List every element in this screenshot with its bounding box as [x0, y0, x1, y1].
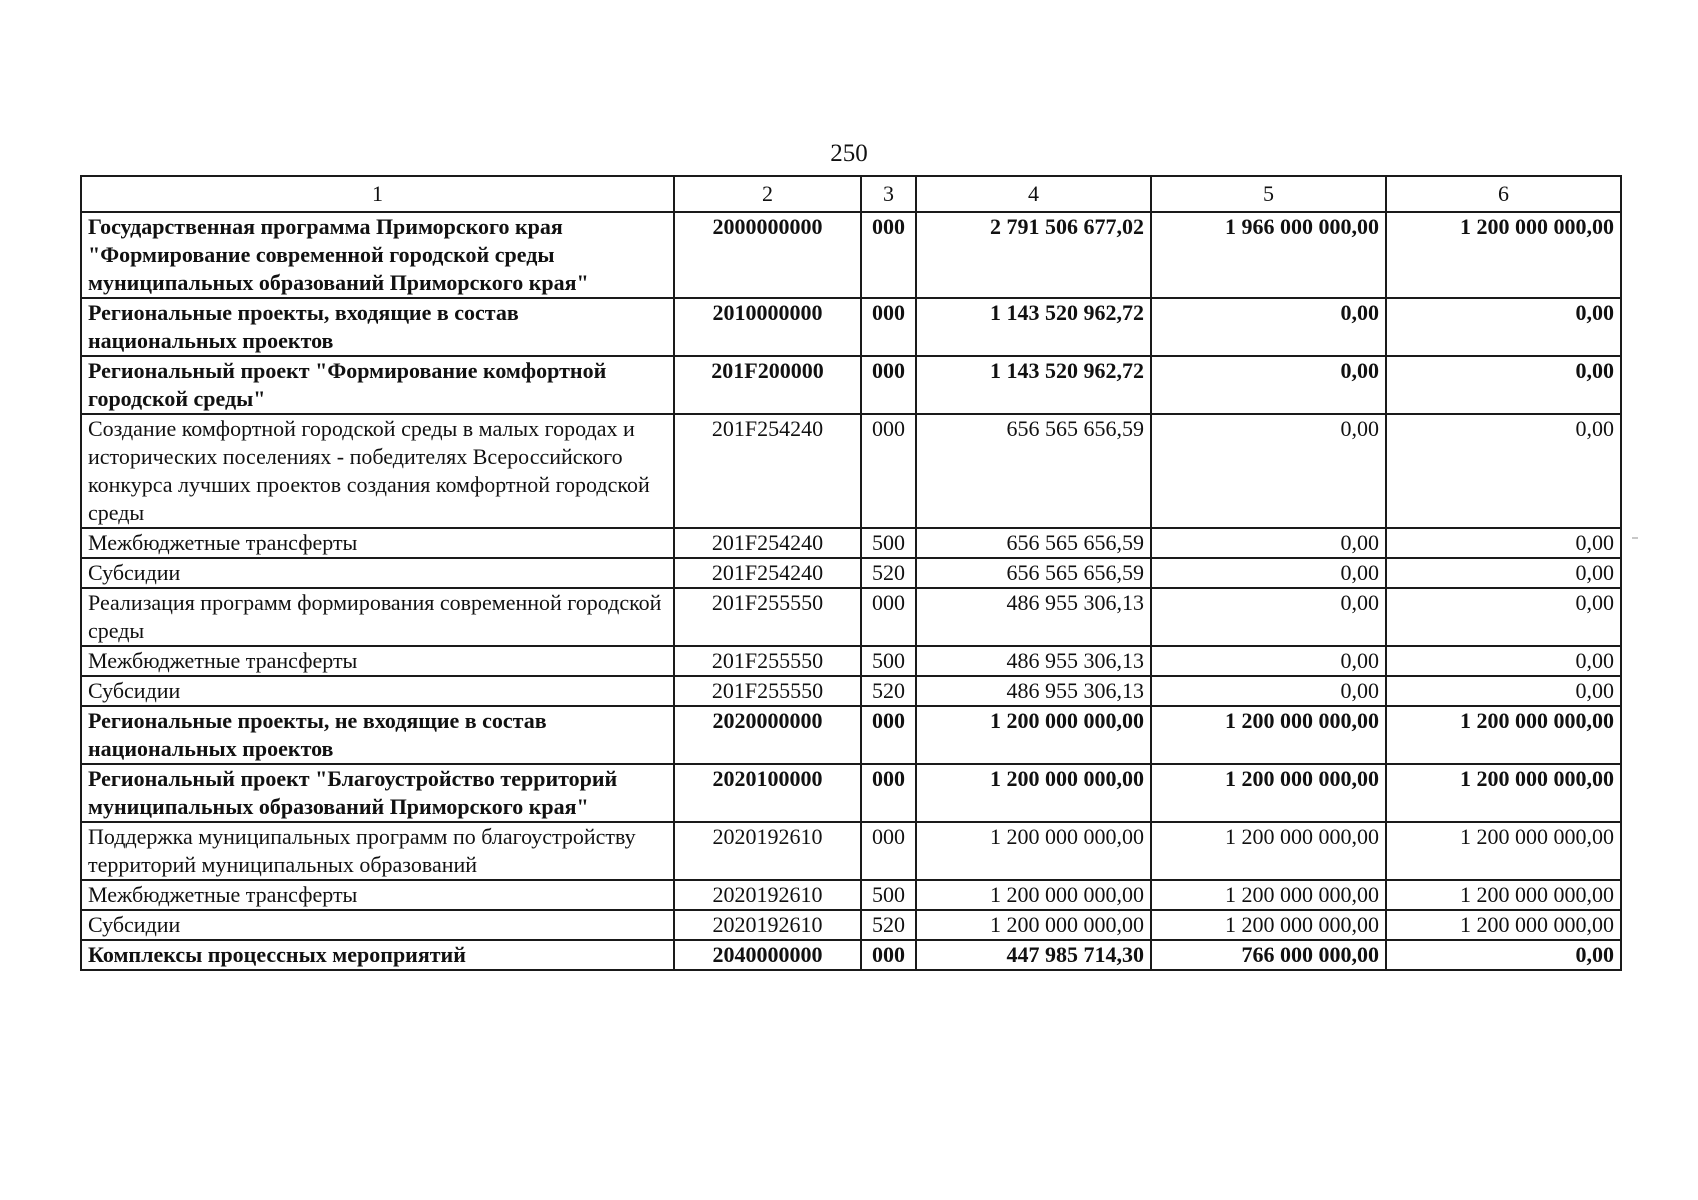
- row-name: Государственная программа Приморского края "Формирование современной городской среды муниципальных образований Приморского края": [81, 212, 674, 298]
- row-name: Межбюджетные трансферты: [81, 528, 674, 558]
- table-row: [81, 880, 1621, 910]
- row-value-col5: 0,00: [1151, 588, 1386, 646]
- row-kind: 500: [861, 880, 916, 910]
- row-kind: 000: [861, 764, 916, 822]
- table-row: [81, 528, 1621, 558]
- row-value-col4: 656 565 656,59: [916, 558, 1151, 588]
- row-name: Региональные проекты, не входящие в состав национальных проектов: [81, 706, 674, 764]
- row-value-col5: 0,00: [1151, 414, 1386, 528]
- table-row: [81, 940, 1621, 970]
- row-kind: 000: [861, 588, 916, 646]
- row-code: 2010000000: [674, 298, 861, 356]
- row-value-col5: 0,00: [1151, 298, 1386, 356]
- table-body: [81, 212, 1621, 970]
- row-kind: 520: [861, 558, 916, 588]
- row-name: Субсидии: [81, 676, 674, 706]
- row-kind: 520: [861, 910, 916, 940]
- table-row: [81, 298, 1621, 356]
- header-col-2: 2: [674, 176, 861, 212]
- row-value-col6: 1 200 000 000,00: [1386, 822, 1621, 880]
- header-col-3: 3: [861, 176, 916, 212]
- row-name: Субсидии: [81, 558, 674, 588]
- row-kind: 000: [861, 298, 916, 356]
- row-value-col4: 1 200 000 000,00: [916, 706, 1151, 764]
- row-value-col4: 486 955 306,13: [916, 676, 1151, 706]
- row-value-col6: 0,00: [1386, 356, 1621, 414]
- row-value-col4: 1 200 000 000,00: [916, 880, 1151, 910]
- header-col-6: 6: [1386, 176, 1621, 212]
- row-value-col5: 0,00: [1151, 676, 1386, 706]
- row-value-col4: 1 143 520 962,72: [916, 356, 1151, 414]
- row-name: Межбюджетные трансферты: [81, 880, 674, 910]
- row-code: 2040000000: [674, 940, 861, 970]
- row-value-col4: 447 985 714,30: [916, 940, 1151, 970]
- row-code: 2020100000: [674, 764, 861, 822]
- row-value-col4: 2 791 506 677,02: [916, 212, 1151, 298]
- table-row: [81, 646, 1621, 676]
- scan-speck: [1632, 537, 1638, 539]
- table-row: [81, 588, 1621, 646]
- row-name: Создание комфортной городской среды в малых городах и исторических поселениях - победителях Всероссийского конкурса лучших проектов создания комфортной городской среды: [81, 414, 674, 528]
- header-col-5: 5: [1151, 176, 1386, 212]
- row-value-col6: 0,00: [1386, 558, 1621, 588]
- row-kind: 500: [861, 528, 916, 558]
- table-row: [81, 706, 1621, 764]
- table-row: [81, 676, 1621, 706]
- row-value-col6: 0,00: [1386, 528, 1621, 558]
- row-kind: 000: [861, 706, 916, 764]
- row-value-col6: 1 200 000 000,00: [1386, 764, 1621, 822]
- row-value-col5: 1 200 000 000,00: [1151, 822, 1386, 880]
- table-row: [81, 764, 1621, 822]
- row-value-col4: 486 955 306,13: [916, 588, 1151, 646]
- row-code: 201F255550: [674, 676, 861, 706]
- row-value-col6: 0,00: [1386, 676, 1621, 706]
- row-name: Межбюджетные трансферты: [81, 646, 674, 676]
- row-kind: 000: [861, 822, 916, 880]
- row-value-col5: 1 200 000 000,00: [1151, 880, 1386, 910]
- row-value-col5: 0,00: [1151, 528, 1386, 558]
- row-kind: 000: [861, 212, 916, 298]
- row-value-col6: 1 200 000 000,00: [1386, 706, 1621, 764]
- row-value-col5: 766 000 000,00: [1151, 940, 1386, 970]
- row-value-col4: 1 143 520 962,72: [916, 298, 1151, 356]
- table-row: [81, 414, 1621, 528]
- row-value-col4: 656 565 656,59: [916, 528, 1151, 558]
- row-value-col5: 1 966 000 000,00: [1151, 212, 1386, 298]
- row-value-col5: 1 200 000 000,00: [1151, 910, 1386, 940]
- row-name: Поддержка муниципальных программ по благоустройству территорий муниципальных образований: [81, 822, 674, 880]
- row-kind: 000: [861, 940, 916, 970]
- row-name: Субсидии: [81, 910, 674, 940]
- row-name: Региональный проект "Благоустройство территорий муниципальных образований Приморского края": [81, 764, 674, 822]
- row-value-col6: 0,00: [1386, 588, 1621, 646]
- row-value-col4: 656 565 656,59: [916, 414, 1151, 528]
- row-code: 201F254240: [674, 558, 861, 588]
- row-code: 201F255550: [674, 588, 861, 646]
- row-value-col5: 1 200 000 000,00: [1151, 706, 1386, 764]
- row-value-col6: 1 200 000 000,00: [1386, 910, 1621, 940]
- row-code: 2020192610: [674, 880, 861, 910]
- header-col-4: 4: [916, 176, 1151, 212]
- row-value-col6: 1 200 000 000,00: [1386, 880, 1621, 910]
- row-code: 201F254240: [674, 528, 861, 558]
- row-value-col6: 0,00: [1386, 298, 1621, 356]
- row-kind: 520: [861, 676, 916, 706]
- row-code: 2000000000: [674, 212, 861, 298]
- table-row: [81, 822, 1621, 880]
- row-value-col4: 486 955 306,13: [916, 646, 1151, 676]
- budget-table: [80, 175, 1622, 971]
- row-name: Региональный проект "Формирование комфортной городской среды": [81, 356, 674, 414]
- page-number: 250: [830, 140, 868, 167]
- row-code: 2020192610: [674, 822, 861, 880]
- row-value-col4: 1 200 000 000,00: [916, 910, 1151, 940]
- row-name: Региональные проекты, входящие в состав национальных проектов: [81, 298, 674, 356]
- table-row: [81, 356, 1621, 414]
- row-name: Реализация программ формирования современной городской среды: [81, 588, 674, 646]
- row-code: 2020192610: [674, 910, 861, 940]
- table-row: [81, 212, 1621, 298]
- row-code: 201F200000: [674, 356, 861, 414]
- row-kind: 000: [861, 414, 916, 528]
- row-kind: 000: [861, 356, 916, 414]
- header-col-1: 1: [81, 176, 674, 212]
- row-code: 2020000000: [674, 706, 861, 764]
- header-row: [81, 176, 1621, 212]
- row-value-col5: 1 200 000 000,00: [1151, 764, 1386, 822]
- table-row: [81, 910, 1621, 940]
- row-value-col6: 1 200 000 000,00: [1386, 212, 1621, 298]
- row-value-col4: 1 200 000 000,00: [916, 764, 1151, 822]
- row-value-col4: 1 200 000 000,00: [916, 822, 1151, 880]
- row-value-col5: 0,00: [1151, 646, 1386, 676]
- row-value-col6: 0,00: [1386, 646, 1621, 676]
- row-value-col5: 0,00: [1151, 356, 1386, 414]
- row-value-col6: 0,00: [1386, 414, 1621, 528]
- row-kind: 500: [861, 646, 916, 676]
- row-code: 201F254240: [674, 414, 861, 528]
- row-value-col5: 0,00: [1151, 558, 1386, 588]
- row-name: Комплексы процессных мероприятий: [81, 940, 674, 970]
- row-value-col6: 0,00: [1386, 940, 1621, 970]
- table-row: [81, 558, 1621, 588]
- row-code: 201F255550: [674, 646, 861, 676]
